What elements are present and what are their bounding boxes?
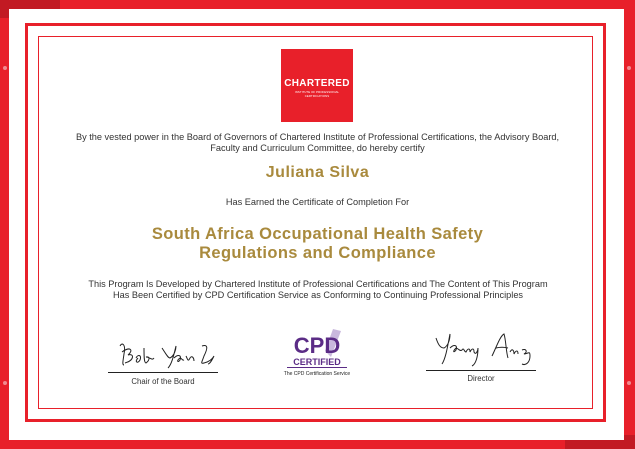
signature-chair-image bbox=[108, 336, 218, 372]
right-signature bbox=[426, 330, 536, 375]
left-signature bbox=[108, 336, 218, 377]
decorative-dot bbox=[627, 381, 631, 385]
decorative-dot bbox=[3, 66, 7, 70]
signature-director-image bbox=[426, 330, 536, 370]
right-signature-line bbox=[426, 370, 536, 371]
decorative-dot bbox=[627, 66, 631, 70]
left-signature-line bbox=[108, 372, 218, 373]
decorative-dot bbox=[3, 381, 7, 385]
chair-title: Chair of the Board bbox=[131, 377, 195, 386]
logo-subtext: INSTITUTE OF PROFESSIONAL CERTIFICATIONS bbox=[294, 90, 340, 98]
cpd-certified-badge bbox=[283, 327, 351, 383]
course-title: South Africa Occupational Health Safety Regulations and Compliance bbox=[151, 225, 484, 262]
logo-text: CHARTERED bbox=[284, 78, 350, 89]
cpd-badge-service-text: The CPD Certification Service bbox=[283, 371, 351, 377]
earned-statement: Has Earned the Certificate of Completion For bbox=[225, 197, 410, 207]
cpd-badge-icon bbox=[283, 327, 351, 383]
program-statement: This Program Is Developed by Chartered Institute of Professional Certifications and The Content of This Program Has Been Certified by CPD Certification Service as Conforming to Continuing Professional Principles bbox=[88, 279, 548, 300]
recipient-name: Juliana Silva bbox=[265, 164, 370, 181]
cpd-badge-top-text: CPD bbox=[293, 333, 341, 358]
certificate-preamble: By the vested power in the Board of Governors of Chartered Institute of Professional Certifications, the Advisory Board, Faculty and Curriculum Committee, do hereby certify bbox=[75, 132, 560, 153]
chartered-logo bbox=[281, 49, 353, 122]
cpd-badge-certified-text: CERTIFIED bbox=[293, 357, 341, 367]
director-title: Director bbox=[467, 374, 495, 383]
